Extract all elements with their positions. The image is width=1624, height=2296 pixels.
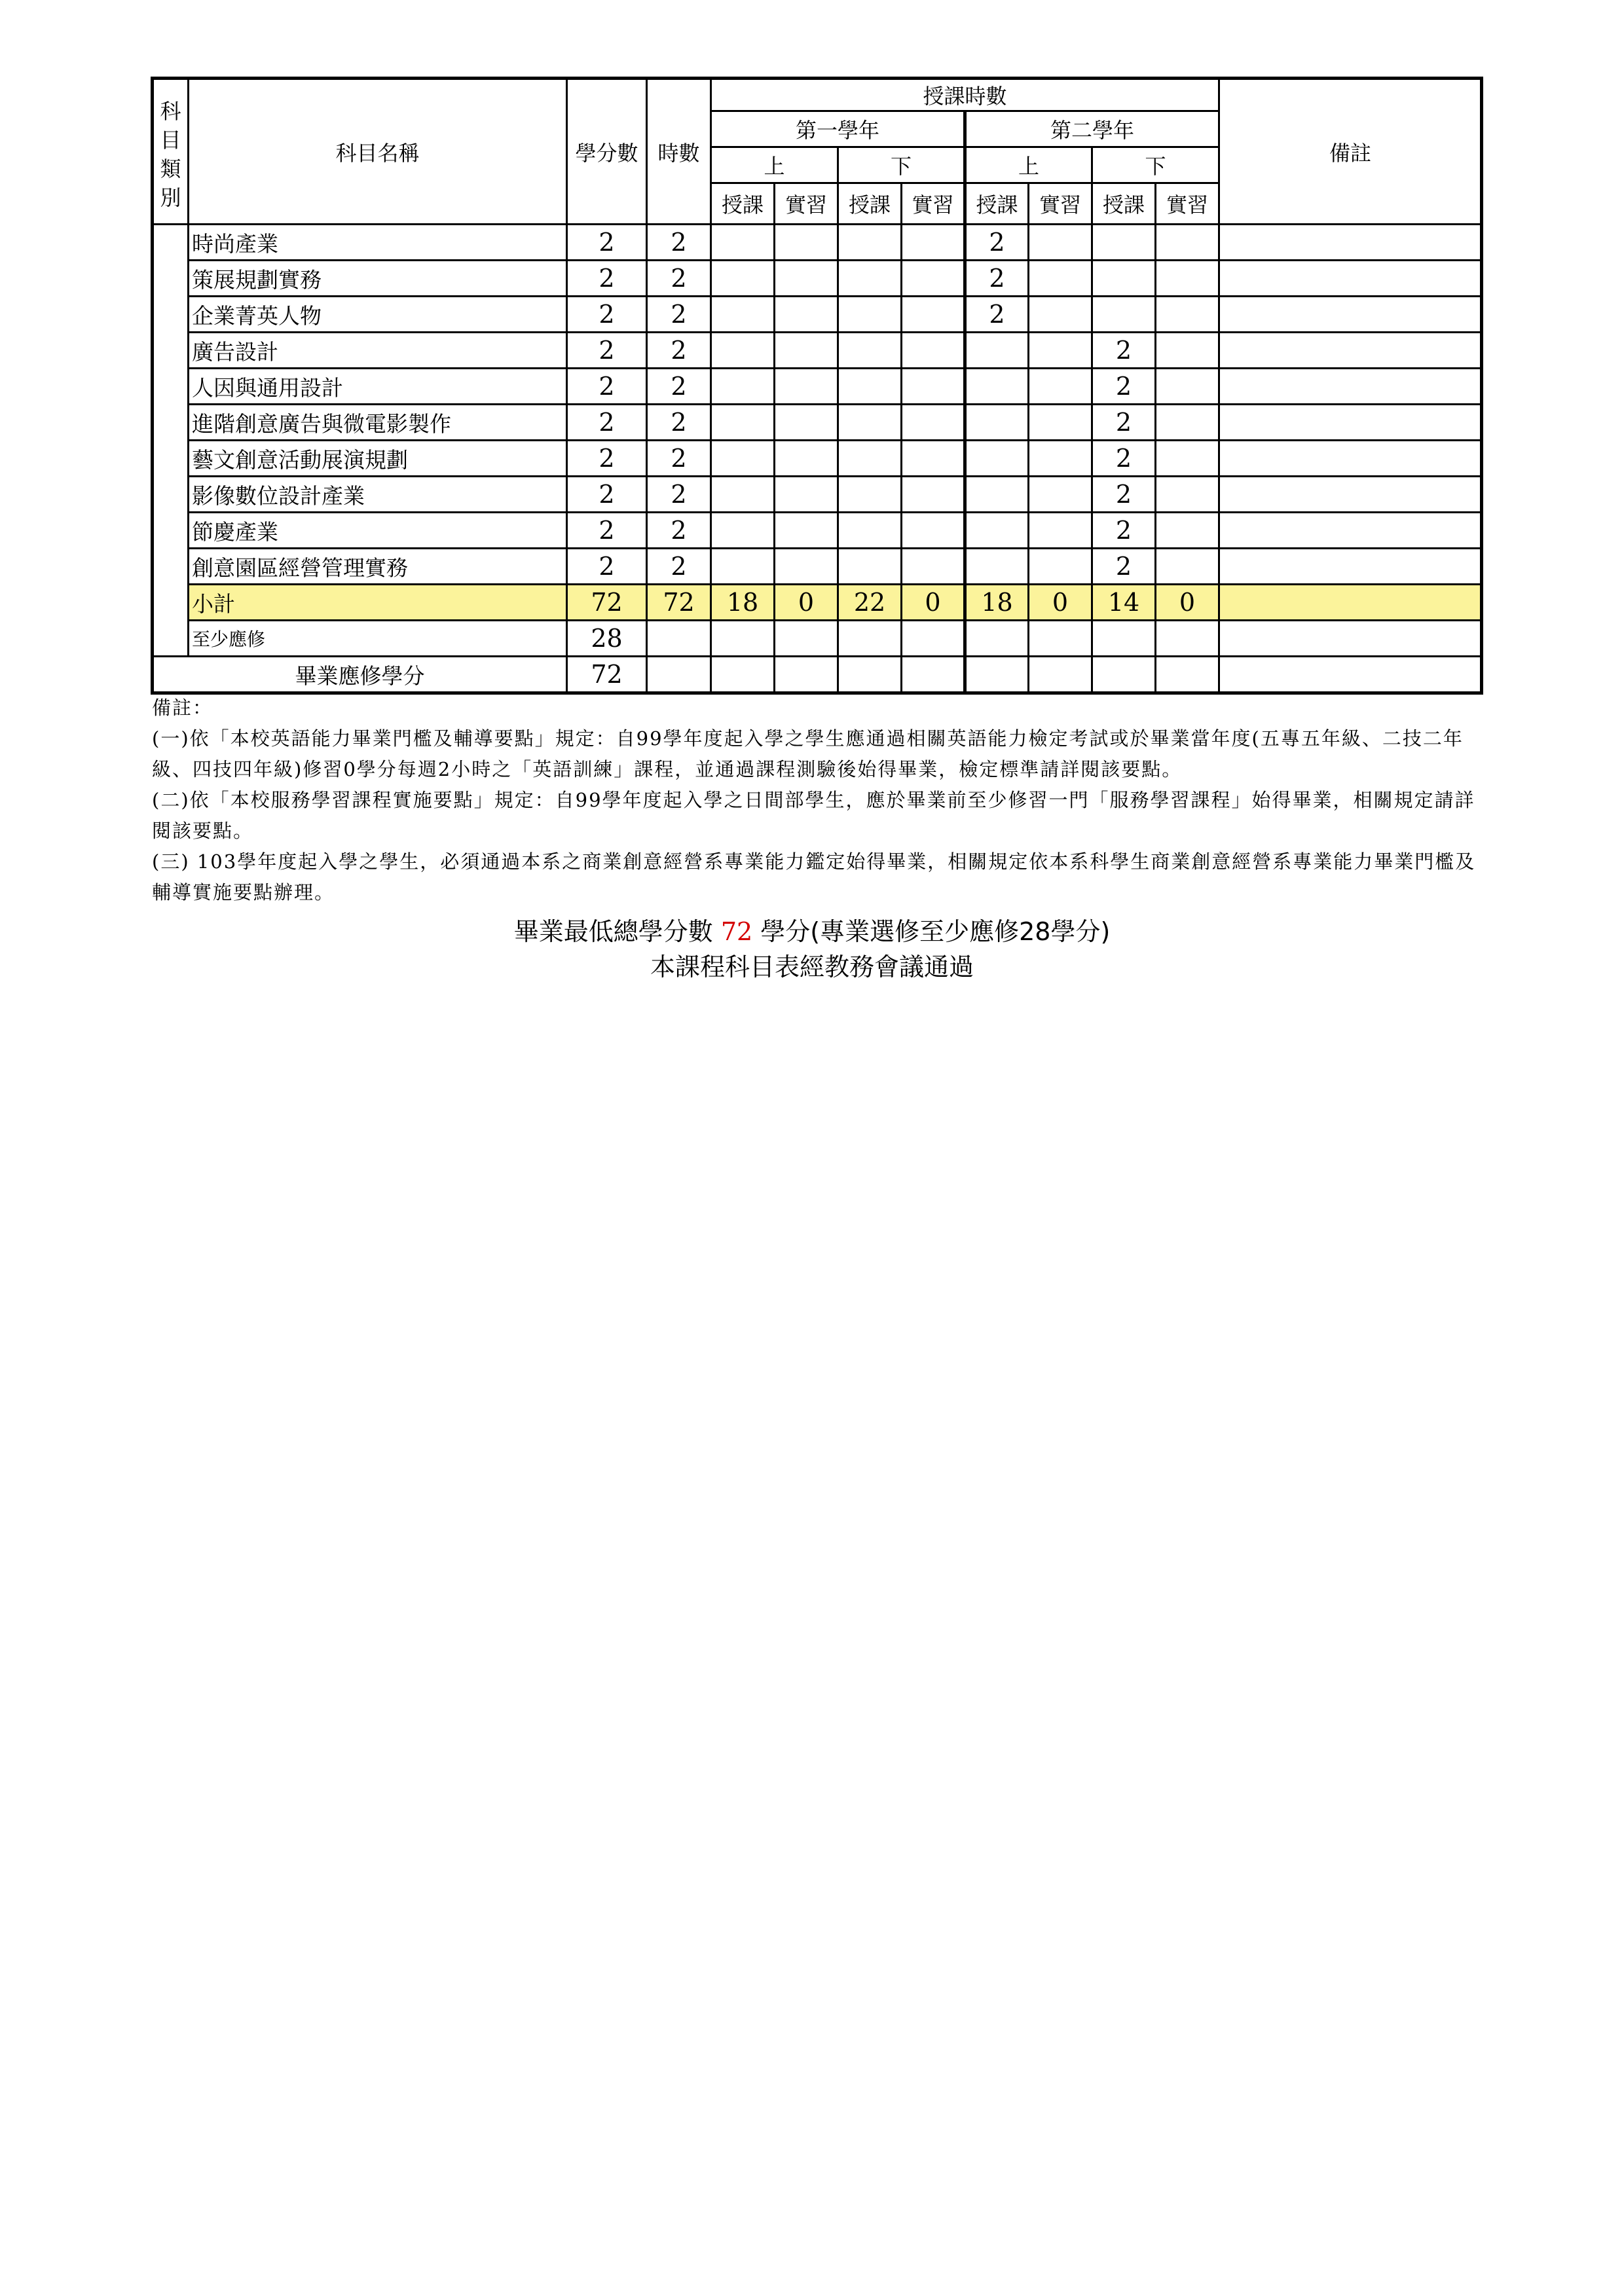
course-remarks: [1219, 261, 1482, 297]
course-name: 策展規劃實務: [189, 261, 567, 297]
y2u-practice-header: 實習: [1029, 183, 1092, 225]
course-credits: 2: [567, 333, 647, 369]
y2d-lecture: 2: [1092, 333, 1156, 369]
y1u-practice: [775, 513, 838, 549]
credits-header: 學分數: [567, 79, 647, 225]
course-remarks: [1219, 333, 1482, 369]
empty-cell: [965, 621, 1029, 657]
y1-lower-header: 下: [838, 147, 965, 183]
y1u-lecture: [711, 261, 775, 297]
course-hours: 2: [647, 333, 711, 369]
course-credits: 2: [567, 513, 647, 549]
y1d-practice: [902, 477, 965, 513]
course-credits: 2: [567, 441, 647, 477]
course-remarks: [1219, 225, 1482, 261]
course-hours: 2: [647, 225, 711, 261]
course-credits: 2: [567, 477, 647, 513]
y2d-practice: [1156, 297, 1219, 333]
y2d-lecture: [1092, 225, 1156, 261]
course-name: 人因與通用設計: [189, 369, 567, 405]
y2u-practice: [1029, 549, 1092, 585]
graduation-label: 畢業應修學分: [153, 657, 567, 693]
empty-cell: [1092, 621, 1156, 657]
y1u-practice: [775, 333, 838, 369]
empty-cell: [1029, 657, 1092, 693]
empty-cell: [1029, 621, 1092, 657]
y2d-lecture: [1092, 297, 1156, 333]
summary-suffix: 學分(專業選修至少應修28學分): [760, 917, 1111, 946]
y2u-practice: [1029, 333, 1092, 369]
y2u-practice: [1029, 297, 1092, 333]
y2u-practice: [1029, 513, 1092, 549]
y2d-practice: [1156, 477, 1219, 513]
subtotal-y1d-lecture: 22: [838, 585, 902, 621]
y1d-practice: [902, 225, 965, 261]
summary-prefix: 畢業最低總學分數: [513, 917, 713, 946]
category-header: 科目類別: [153, 79, 189, 225]
y1d-lecture: [838, 297, 902, 333]
y2d-lecture: 2: [1092, 405, 1156, 441]
empty-cell: [647, 657, 711, 693]
empty-cell: [775, 657, 838, 693]
course-hours: 2: [647, 261, 711, 297]
graduation-summary: [0, 911, 1624, 947]
y1u-lecture: [711, 513, 775, 549]
y1d-lecture: [838, 513, 902, 549]
course-name-header: 科目名稱: [189, 79, 567, 225]
empty-cell: [1219, 621, 1482, 657]
course-hours: 2: [647, 297, 711, 333]
y2d-lecture: [1092, 261, 1156, 297]
y2d-practice: [1156, 261, 1219, 297]
notes-section: [152, 693, 1481, 908]
table-row: [153, 333, 1482, 369]
y1u-lecture: [711, 333, 775, 369]
course-hours: 2: [647, 549, 711, 585]
y2u-lecture-header: 授課: [965, 183, 1029, 225]
empty-cell: [838, 621, 902, 657]
y1u-practice: [775, 225, 838, 261]
y1d-practice: [902, 549, 965, 585]
y1-upper-header: 上: [711, 147, 838, 183]
y1d-lecture-header: 授課: [838, 183, 902, 225]
y1d-practice: [902, 441, 965, 477]
y1u-lecture: [711, 405, 775, 441]
y1u-practice: [775, 261, 838, 297]
y1d-practice-header: 實習: [902, 183, 965, 225]
y2-lower-header: 下: [1092, 147, 1219, 183]
y1u-practice-header: 實習: [775, 183, 838, 225]
y2d-practice: [1156, 225, 1219, 261]
y2d-lecture: 2: [1092, 513, 1156, 549]
table-row: [153, 441, 1482, 477]
y2u-lecture: 2: [965, 261, 1029, 297]
summary-credit-value: 72: [720, 917, 753, 946]
y1d-lecture: [838, 477, 902, 513]
course-name: 進階創意廣告與微電影製作: [189, 405, 567, 441]
y2d-practice: [1156, 333, 1219, 369]
table-row: [153, 549, 1482, 585]
y1u-practice: [775, 441, 838, 477]
subtotal-remarks: [1219, 585, 1482, 621]
course-remarks: [1219, 369, 1482, 405]
minimum-label: 至少應修: [189, 621, 567, 657]
course-name: 時尚產業: [189, 225, 567, 261]
y2u-lecture: 2: [965, 297, 1029, 333]
approval-statement: 本課程科目表經教務會議通過: [650, 953, 974, 981]
header-row-1: [153, 79, 1482, 111]
graduation-credits: 72: [567, 657, 647, 693]
minimum-row: [153, 621, 1482, 657]
course-credits: 2: [567, 549, 647, 585]
table-row: [153, 297, 1482, 333]
y1u-lecture: [711, 477, 775, 513]
category-cell: [153, 225, 189, 657]
course-remarks: [1219, 297, 1482, 333]
course-name: 企業菁英人物: [189, 297, 567, 333]
y1u-practice: [775, 477, 838, 513]
empty-cell: [1092, 657, 1156, 693]
y2d-practice: [1156, 405, 1219, 441]
subtotal-y1u-practice: 0: [775, 585, 838, 621]
y1u-lecture: [711, 225, 775, 261]
table-row: [153, 513, 1482, 549]
empty-cell: [902, 657, 965, 693]
subtotal-y2u-lecture: 18: [965, 585, 1029, 621]
y1d-practice: [902, 513, 965, 549]
table-row: [153, 261, 1482, 297]
course-hours: 2: [647, 405, 711, 441]
y2d-practice: [1156, 369, 1219, 405]
course-name: 影像數位設計產業: [189, 477, 567, 513]
y1d-practice: [902, 261, 965, 297]
y2d-lecture: 2: [1092, 549, 1156, 585]
y2u-lecture: [965, 405, 1029, 441]
y2u-practice: [1029, 225, 1092, 261]
course-hours: 2: [647, 477, 711, 513]
course-credits: 2: [567, 297, 647, 333]
subtotal-row: [153, 585, 1482, 621]
y1d-lecture: [838, 549, 902, 585]
y2d-lecture: 2: [1092, 369, 1156, 405]
y2d-lecture: 2: [1092, 441, 1156, 477]
graduation-row: [153, 657, 1482, 693]
empty-cell: [1156, 621, 1219, 657]
y1d-lecture: [838, 333, 902, 369]
y1u-lecture: [711, 441, 775, 477]
y1u-practice: [775, 369, 838, 405]
course-name: 節慶產業: [189, 513, 567, 549]
y1d-lecture: [838, 369, 902, 405]
course-credits: 2: [567, 261, 647, 297]
y2d-lecture-header: 授課: [1092, 183, 1156, 225]
subtotal-y1d-practice: 0: [902, 585, 965, 621]
notes-title: 備註：: [152, 697, 213, 719]
y2d-practice: [1156, 441, 1219, 477]
subtotal-y2d-lecture: 14: [1092, 585, 1156, 621]
y1d-practice: [902, 405, 965, 441]
y2u-practice: [1029, 441, 1092, 477]
year1-header: 第一學年: [711, 111, 965, 147]
course-hours: 2: [647, 441, 711, 477]
subtotal-label: 小計: [189, 585, 567, 621]
empty-cell: [775, 621, 838, 657]
course-hours: 2: [647, 513, 711, 549]
subtotal-hours: 72: [647, 585, 711, 621]
note-item: (三) 103學年度起入學之學生，必須通過本系之商業創意經營系專業能力鑑定始得畢業，相關規定依本系科學生商業創意經營系專業能力畢業門檻及輔導實施要點辦理。: [152, 850, 1476, 903]
empty-cell: [838, 657, 902, 693]
course-name: 藝文創意活動展演規劃: [189, 441, 567, 477]
course-remarks: [1219, 441, 1482, 477]
y1u-lecture: [711, 297, 775, 333]
course-name: 廣告設計: [189, 333, 567, 369]
subtotal-y2d-practice: 0: [1156, 585, 1219, 621]
course-hours: 2: [647, 369, 711, 405]
y2d-practice: [1156, 549, 1219, 585]
table-row: [153, 225, 1482, 261]
empty-cell: [1219, 657, 1482, 693]
y2d-practice: [1156, 513, 1219, 549]
y1d-lecture: [838, 405, 902, 441]
y2u-lecture: [965, 513, 1029, 549]
course-name: 創意園區經營管理實務: [189, 549, 567, 585]
course-table: [151, 77, 1483, 695]
minimum-credits: 28: [567, 621, 647, 657]
remarks-header: 備註: [1219, 79, 1482, 225]
course-remarks: [1219, 549, 1482, 585]
y2u-practice: [1029, 405, 1092, 441]
course-remarks: [1219, 513, 1482, 549]
subtotal-y1u-lecture: 18: [711, 585, 775, 621]
y1d-practice: [902, 333, 965, 369]
course-remarks: [1219, 405, 1482, 441]
empty-cell: [647, 621, 711, 657]
y1u-lecture-header: 授課: [711, 183, 775, 225]
y1d-practice: [902, 297, 965, 333]
y2u-practice: [1029, 369, 1092, 405]
y1u-practice: [775, 549, 838, 585]
y2u-lecture: 2: [965, 225, 1029, 261]
course-credits: 2: [567, 225, 647, 261]
empty-cell: [965, 657, 1029, 693]
y1u-practice: [775, 297, 838, 333]
y2u-practice: [1029, 477, 1092, 513]
table-row: [153, 477, 1482, 513]
y1d-lecture: [838, 225, 902, 261]
y2d-practice-header: 實習: [1156, 183, 1219, 225]
course-credits: 2: [567, 405, 647, 441]
y2u-lecture: [965, 369, 1029, 405]
teaching-hours-header: 授課時數: [711, 79, 1219, 111]
y1u-lecture: [711, 369, 775, 405]
course-credits: 2: [567, 369, 647, 405]
year2-header: 第二學年: [965, 111, 1219, 147]
y1d-practice: [902, 369, 965, 405]
table-row: [153, 405, 1482, 441]
subtotal-y2u-practice: 0: [1029, 585, 1092, 621]
y2u-lecture: [965, 441, 1029, 477]
empty-cell: [902, 621, 965, 657]
y2u-practice: [1029, 261, 1092, 297]
hours-header: 時數: [647, 79, 711, 225]
empty-cell: [711, 621, 775, 657]
y2u-lecture: [965, 477, 1029, 513]
y2d-lecture: 2: [1092, 477, 1156, 513]
note-item: (二)依「本校服務學習課程實施要點」規定：自99學年度起入學之日間部學生，應於畢業前至少修習一門「服務學習課程」始得畢業，相關規定請詳閱該要點。: [152, 789, 1475, 842]
table-row: [153, 369, 1482, 405]
note-item: (一)依「本校英語能力畢業門檻及輔導要點」規定：自99學年度起入學之學生應通過相關英語能力檢定考試或於畢業當年度(五專五年級、二技二年級、四技四年級)修習0學分每週2小時之「英語訓練」課程，並通過課程測驗後始得畢業，檢定標準請詳閱該要點。: [152, 727, 1464, 780]
y1d-lecture: [838, 441, 902, 477]
subtotal-credits: 72: [567, 585, 647, 621]
empty-cell: [1156, 657, 1219, 693]
y1d-lecture: [838, 261, 902, 297]
y2-upper-header: 上: [965, 147, 1092, 183]
y1u-lecture: [711, 549, 775, 585]
y1u-practice: [775, 405, 838, 441]
y2u-lecture: [965, 549, 1029, 585]
course-remarks: [1219, 477, 1482, 513]
y2u-lecture: [965, 333, 1029, 369]
empty-cell: [711, 657, 775, 693]
